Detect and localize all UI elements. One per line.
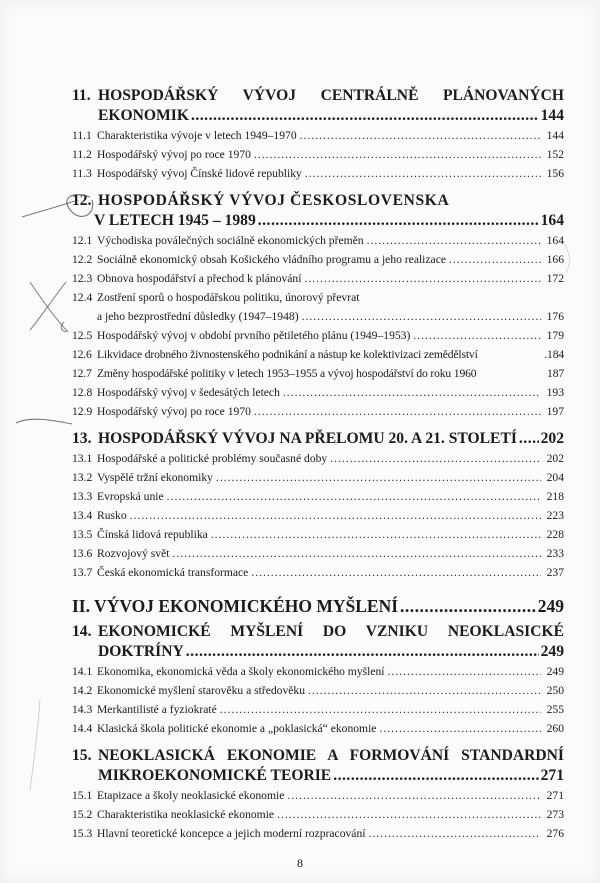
entry-title: Zostření sporů o hospodářskou politiku, únorový převrat xyxy=(97,291,360,304)
entry-title: Změny hospodářské politiky v letech 1953–1955 a vývoj hospodářství do roku 1960 xyxy=(97,367,477,380)
toc-entry-13-7 xyxy=(72,563,564,582)
dot-leader xyxy=(519,429,539,449)
dot-leader xyxy=(254,145,541,164)
chapter-title-cont: V LETECH 1945 – 1989 xyxy=(94,212,256,229)
toc-entry-15-1 xyxy=(72,786,564,805)
entry-page: 233 xyxy=(546,547,564,560)
toc-entry-12-4-cont xyxy=(72,307,564,326)
entry-page: 202 xyxy=(546,452,564,465)
chapter-page: 249 xyxy=(540,643,564,660)
entry-title: Čínská lidová republika xyxy=(97,528,208,541)
entry-title: Charakteristika vývoje v letech 1949–1970 xyxy=(97,129,297,142)
dot-leader xyxy=(300,126,541,145)
entry-page: 250 xyxy=(546,684,564,697)
chapter-title: EKONOMICKÉ MYŠLENÍ DO VZNIKU NEOKLASICKÉ xyxy=(98,623,564,640)
toc-entry-12-3 xyxy=(72,269,564,288)
entry-title: Hospodářský vývoj v období prvního pětiletého plánu (1949–1953) xyxy=(97,329,411,342)
page-number: 8 xyxy=(297,856,303,870)
dot-leader xyxy=(254,402,541,421)
chapter-page: 164 xyxy=(540,212,564,229)
toc-entry-12-5 xyxy=(72,326,564,345)
entry-title: Hospodářské a politické problémy současné doby xyxy=(97,452,328,465)
toc-entry-11-2 xyxy=(72,145,564,164)
toc-entry-14-1 xyxy=(72,662,564,681)
dot-leader xyxy=(220,700,541,719)
entry-title: Hospodářský vývoj Čínské lidové republiky xyxy=(97,167,302,180)
dot-leader xyxy=(400,594,536,618)
toc-entry-12-4 xyxy=(72,288,564,307)
entry-page: 193 xyxy=(546,386,564,399)
dot-leader xyxy=(388,662,541,681)
entry-title: Ekonomika, ekonomická věda a školy ekonomického myšlení xyxy=(97,665,385,678)
dot-leader xyxy=(449,250,541,269)
chapter-number: 14. xyxy=(72,623,92,640)
toc-entry-12-2 xyxy=(72,250,564,269)
entry-title: Vyspělé tržní ekonomiky xyxy=(97,471,213,484)
toc-entry-13-4 xyxy=(72,506,564,525)
chapter-heading-15 xyxy=(72,746,564,786)
entry-title: Hospodářský vývoj po roce 1970 xyxy=(97,405,251,418)
toc-entry-13-5 xyxy=(72,525,564,544)
chapter-title-line2 xyxy=(72,642,564,662)
pencil-dash-mark xyxy=(16,419,72,424)
entry-title: Evropská unie xyxy=(97,490,164,503)
entry-title: Hlavní teoretické koncepce a jejich moderní rozpracování xyxy=(97,827,366,840)
pencil-faint-line xyxy=(30,700,40,790)
entry-page: 223 xyxy=(546,509,564,522)
entry-number: 13.6 xyxy=(72,547,93,560)
entry-number: 13.3 xyxy=(72,490,93,503)
entry-page: 218 xyxy=(546,490,564,503)
chapter-number: 13. xyxy=(72,430,92,447)
dot-leader xyxy=(251,563,541,582)
chapter-title-line1 xyxy=(72,86,564,106)
chapter-heading-12 xyxy=(72,191,564,231)
entry-number: 11.3 xyxy=(72,167,92,180)
entry-number: 12.4 xyxy=(72,291,93,304)
entry-title: Merkantilisté a fyziokraté xyxy=(97,703,217,716)
entry-number: 13.5 xyxy=(72,528,93,541)
pencil-bracket-mark xyxy=(61,322,66,332)
dot-leader xyxy=(379,719,541,738)
entry-page: .184 xyxy=(544,348,564,361)
dot-leader xyxy=(167,487,541,506)
dot-leader xyxy=(305,164,541,183)
dot-leader xyxy=(186,642,539,662)
chapter-title-line2 xyxy=(72,211,564,231)
entry-title: Obnova hospodářství a přechod k plánování xyxy=(97,272,302,285)
dot-leader xyxy=(191,106,539,126)
entry-title: Česká ekonomická transformace xyxy=(97,566,249,579)
entry-number: 12.7 xyxy=(72,367,92,380)
entry-number: 13.2 xyxy=(72,471,93,484)
chapter-title-cont: MIKROEKONOMICKÉ TEORIE xyxy=(98,767,332,784)
entry-page: 156 xyxy=(546,167,564,180)
toc-entry-12-8 xyxy=(72,383,564,402)
chapter-title-line1 xyxy=(72,622,564,642)
entry-number: 12.1 xyxy=(72,234,93,247)
entry-page: 249 xyxy=(546,665,564,678)
entry-number: 12.6 xyxy=(72,348,92,361)
pencil-cross-mark xyxy=(30,282,68,332)
entry-number: 13.7 xyxy=(72,566,93,579)
entry-title: Klasická škola politické ekonomie a „poklasická“ ekonomie xyxy=(97,722,377,735)
dot-leader xyxy=(277,805,541,824)
entry-title: Ekonomické myšlení starověku a středověku xyxy=(97,684,305,697)
entry-page: 204 xyxy=(546,471,564,484)
dot-leader xyxy=(216,468,541,487)
part-page: 249 xyxy=(537,596,564,616)
dot-leader xyxy=(308,681,541,700)
entry-number: 14.2 xyxy=(72,684,93,697)
entry-number: 11.1 xyxy=(72,129,92,142)
entry-title: Hospodářský vývoj v šedesátých letech xyxy=(97,386,280,399)
dot-leader xyxy=(172,544,541,563)
entry-page: 255 xyxy=(546,703,564,716)
entry-number: 15.2 xyxy=(72,808,93,821)
entry-page: 271 xyxy=(546,789,564,802)
chapter-title: HOSPODÁŘSKÝ VÝVOJ NA PŘELOMU 20. A 21. STOLETÍ xyxy=(98,430,517,447)
entry-title: Likvidace drobného živnostenského podnikání a nástup ke kolektivizaci zemědělství xyxy=(97,348,478,361)
toc-entry-15-2 xyxy=(72,805,564,824)
entry-number: 15.3 xyxy=(72,827,93,840)
toc-entry-13-6 xyxy=(72,544,564,563)
entry-page: 276 xyxy=(546,827,564,840)
entry-number: 12.8 xyxy=(72,386,93,399)
entry-page: 144 xyxy=(546,129,564,142)
entry-title: Sociálně ekonomický obsah Košického vládního programu a jeho realizace xyxy=(97,253,446,266)
entry-title: Charakteristika neoklasické ekonomie xyxy=(97,808,275,821)
chapter-title-cont: DOKTRÍNY xyxy=(98,643,184,660)
toc-entry-14-3 xyxy=(72,700,564,719)
toc-entry-13-3 xyxy=(72,487,564,506)
dot-leader xyxy=(368,824,541,843)
dot-leader xyxy=(333,766,538,786)
chapter-page: 202 xyxy=(540,430,564,447)
dot-leader xyxy=(283,383,541,402)
entry-title: Etapizace a školy neoklasické ekonomie xyxy=(97,789,285,802)
toc-entry-11-3 xyxy=(72,164,564,183)
chapter-title: NEOKLASICKÁ EKONOMIE A FORMOVÁNÍ STANDARDNÍ xyxy=(98,747,564,764)
dot-leader xyxy=(258,211,539,231)
entry-title: Rozvojový svět xyxy=(97,547,170,560)
entry-page: 172 xyxy=(546,272,564,285)
chapter-title-line2 xyxy=(72,766,564,786)
entry-page: 152 xyxy=(546,148,564,161)
chapter-page: 144 xyxy=(540,107,564,124)
toc-entry-12-7 xyxy=(72,364,564,383)
entry-number: 11.2 xyxy=(72,148,92,161)
entry-page: 176 xyxy=(546,310,564,323)
dot-leader xyxy=(330,449,541,468)
toc-entry-14-4 xyxy=(72,719,564,738)
chapter-heading-11 xyxy=(72,86,564,126)
entry-number: 12.5 xyxy=(72,329,93,342)
chapter-title-line2 xyxy=(72,106,564,126)
chapter-number: 12. xyxy=(72,192,92,209)
toc-entry-14-2 xyxy=(72,681,564,700)
entry-title: Hospodářský vývoj po roce 1970 xyxy=(97,148,251,161)
entry-page: 179 xyxy=(546,329,564,342)
entry-number: 13.1 xyxy=(72,452,93,465)
entry-number: 12.9 xyxy=(72,405,93,418)
chapter-heading-13 xyxy=(72,429,564,449)
table-of-contents xyxy=(72,78,564,843)
dot-leader xyxy=(130,506,541,525)
dot-leader xyxy=(367,231,541,250)
toc-entry-12-9 xyxy=(72,402,564,421)
entry-page: 164 xyxy=(546,234,564,247)
chapter-page: 271 xyxy=(540,767,564,784)
toc-entry-15-3 xyxy=(72,824,564,843)
dot-leader xyxy=(211,525,541,544)
chapter-title-line1 xyxy=(72,191,564,211)
entry-title: Rusko xyxy=(97,509,127,522)
entry-title: Východiska poválečných sociálně ekonomických přeměn xyxy=(97,234,364,247)
entry-number: 12.2 xyxy=(72,253,93,266)
chapter-title-cont: EKONOMIK xyxy=(98,107,189,124)
toc-entry-12-1 xyxy=(72,231,564,250)
entry-number: 12.3 xyxy=(72,272,93,285)
entry-title-cont: a jeho bezprostřední důsledky (1947–1948) xyxy=(97,310,299,323)
toc-entry-11-1 xyxy=(72,126,564,145)
dot-leader xyxy=(413,326,541,345)
entry-page: 187 xyxy=(547,367,564,380)
entry-page: 260 xyxy=(546,722,564,735)
dot-leader xyxy=(302,307,541,326)
entry-page: 228 xyxy=(546,528,564,541)
entry-number: 13.4 xyxy=(72,509,93,522)
toc-entry-13-1 xyxy=(72,449,564,468)
entry-page: 273 xyxy=(546,808,564,821)
toc-entry-12-6 xyxy=(72,345,564,364)
entry-page: 237 xyxy=(546,566,564,579)
part-title: II. VÝVOJ EKONOMICKÉHO MYŠLENÍ xyxy=(72,596,399,616)
chapter-title: HOSPODÁŘSKÝ VÝVOJ ČESKOSLOVENSKA xyxy=(98,192,450,209)
toc-entry-13-2 xyxy=(72,468,564,487)
chapter-number: 11. xyxy=(72,87,91,104)
entry-page: 197 xyxy=(546,405,564,418)
dot-leader xyxy=(304,269,541,288)
chapter-title-line1 xyxy=(72,746,564,766)
pencil-stroke-mark xyxy=(22,200,78,217)
entry-number: 15.1 xyxy=(72,789,93,802)
chapter-heading-14 xyxy=(72,622,564,662)
entry-number: 14.1 xyxy=(72,665,93,678)
entry-number: 14.4 xyxy=(72,722,93,735)
chapter-number: 15. xyxy=(72,747,92,764)
chapter-title: HOSPODÁŘSKÝ VÝVOJ CENTRÁLNĚ PLÁNOVANÝCH xyxy=(98,87,564,104)
dot-leader xyxy=(287,786,541,805)
part-heading xyxy=(72,594,564,618)
entry-page: 166 xyxy=(546,253,564,266)
entry-number: 14.3 xyxy=(72,703,93,716)
